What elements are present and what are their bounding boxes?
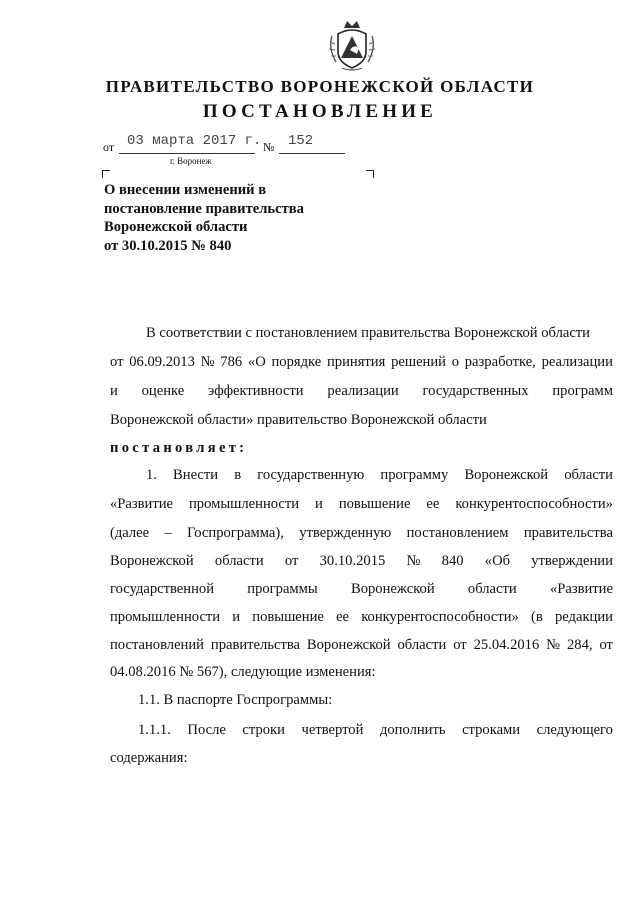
city-label: г. Воронеж xyxy=(170,156,212,166)
word: Воронежской xyxy=(306,637,391,653)
body-line xyxy=(110,352,613,372)
word: утверждении xyxy=(531,553,613,569)
word: от xyxy=(284,553,299,569)
word: Внести xyxy=(173,467,219,483)
subject-line: от 30.10.2015 № 840 xyxy=(104,237,232,254)
subject-line: постановление правительства xyxy=(104,200,304,217)
document-type: ПОСТАНОВЛЕНИЕ xyxy=(202,101,438,122)
voronezh-coat-of-arms-icon xyxy=(324,18,380,72)
word: конкурентоспособности» xyxy=(361,609,519,625)
word: конкурентоспособности» xyxy=(455,496,613,512)
word: реализации xyxy=(541,354,613,370)
word: Воронежской xyxy=(110,553,194,569)
word: порядке xyxy=(271,354,322,370)
word: и xyxy=(232,609,241,625)
word: утвержденную xyxy=(299,525,392,541)
word: от xyxy=(599,637,613,653)
word: (в xyxy=(531,609,543,625)
word: программу xyxy=(380,467,449,483)
word: 1. xyxy=(146,467,157,483)
word: промышленности xyxy=(188,496,300,512)
word: «Развитие xyxy=(549,581,613,597)
body-line: 04.08.2016 № 567), следующие изменения: xyxy=(110,664,376,680)
word: и xyxy=(315,496,323,512)
word: области xyxy=(397,637,447,653)
word: «О xyxy=(247,354,266,370)
body-line xyxy=(138,720,613,740)
word: повышение xyxy=(338,496,411,512)
word: четвертой xyxy=(301,722,364,738)
body-line xyxy=(146,465,613,485)
word: 786 xyxy=(220,354,243,370)
word: о xyxy=(451,354,460,370)
word: от xyxy=(110,354,124,370)
word: правительства xyxy=(523,525,613,541)
word: области xyxy=(564,467,613,483)
word: строками xyxy=(462,722,521,738)
corner-mark-left xyxy=(102,170,110,178)
resolves-word: постановляет: xyxy=(110,440,248,456)
word: ее xyxy=(426,496,440,512)
word: 284, xyxy=(567,637,593,653)
word: Воронежской xyxy=(464,467,549,483)
body-line: 1.1. В паспорте Госпрограммы: xyxy=(138,692,333,708)
word: эффективности xyxy=(208,383,304,399)
word: постановлений xyxy=(110,637,204,653)
word: постановлением xyxy=(406,525,509,541)
body-line xyxy=(110,381,613,401)
body-line xyxy=(110,607,613,627)
body-line xyxy=(110,551,613,571)
word: области xyxy=(467,581,517,597)
word: строки xyxy=(242,722,285,738)
date-underline xyxy=(119,153,255,154)
document-subject xyxy=(104,181,364,255)
word: «Развитие xyxy=(110,496,174,512)
word: реализации xyxy=(327,383,399,399)
word: Воронежской xyxy=(350,581,435,597)
body-line: содержания: xyxy=(110,750,188,766)
word: – xyxy=(164,525,172,541)
word: дополнить xyxy=(379,722,446,738)
number-prefix: № xyxy=(263,140,275,154)
body-line: В соответствии с постановлением правительства Воронежской области xyxy=(146,325,590,341)
word: ее xyxy=(336,609,350,625)
word: 1.1.1. xyxy=(138,722,171,738)
word: № xyxy=(546,637,561,653)
word: и xyxy=(110,383,118,399)
word: правительства xyxy=(210,637,300,653)
word: принятия xyxy=(326,354,386,370)
number-value: 152 xyxy=(288,133,314,149)
body-line xyxy=(110,635,613,655)
word: программ xyxy=(552,383,613,399)
word: «Об xyxy=(484,553,511,569)
word: промышленности xyxy=(110,609,221,625)
word: следующего xyxy=(536,722,613,738)
subject-line: О внесении изменений в xyxy=(104,182,267,198)
organization-title: ПРАВИТЕЛЬСТВО ВОРОНЕЖСКОЙ ОБЛАСТИ xyxy=(105,77,535,96)
body-line: Воронежской области» правительство Воронежской области xyxy=(110,412,487,428)
word: 30.10.2015 xyxy=(319,553,386,569)
word: После xyxy=(187,722,226,738)
word: повышение xyxy=(252,609,324,625)
word: 06.09.2013 xyxy=(129,354,195,370)
word: от xyxy=(453,637,467,653)
word: № xyxy=(406,553,421,569)
body-line xyxy=(110,523,613,543)
date-value: 03 марта 2017 г. xyxy=(127,133,262,149)
body-line xyxy=(110,494,613,514)
word: программы xyxy=(247,581,318,597)
date-prefix: от xyxy=(103,140,115,154)
word: области xyxy=(214,553,264,569)
word: разработке, xyxy=(464,354,536,370)
word: редакции xyxy=(554,609,613,625)
corner-mark-right xyxy=(366,170,374,178)
word: государственной xyxy=(110,581,215,597)
number-underline xyxy=(279,153,345,154)
word: Госпрограмма), xyxy=(187,525,284,541)
word: в xyxy=(234,467,242,483)
body-line xyxy=(110,579,613,599)
subject-line: Воронежской области xyxy=(104,219,248,235)
word: 840 xyxy=(441,553,464,569)
word: оценке xyxy=(141,383,185,399)
word: государственных xyxy=(422,383,529,399)
word: государственную xyxy=(257,467,365,483)
word: (далее xyxy=(110,525,150,541)
word: решений xyxy=(391,354,446,370)
word: 25.04.2016 xyxy=(473,637,540,653)
word: № xyxy=(200,354,215,370)
